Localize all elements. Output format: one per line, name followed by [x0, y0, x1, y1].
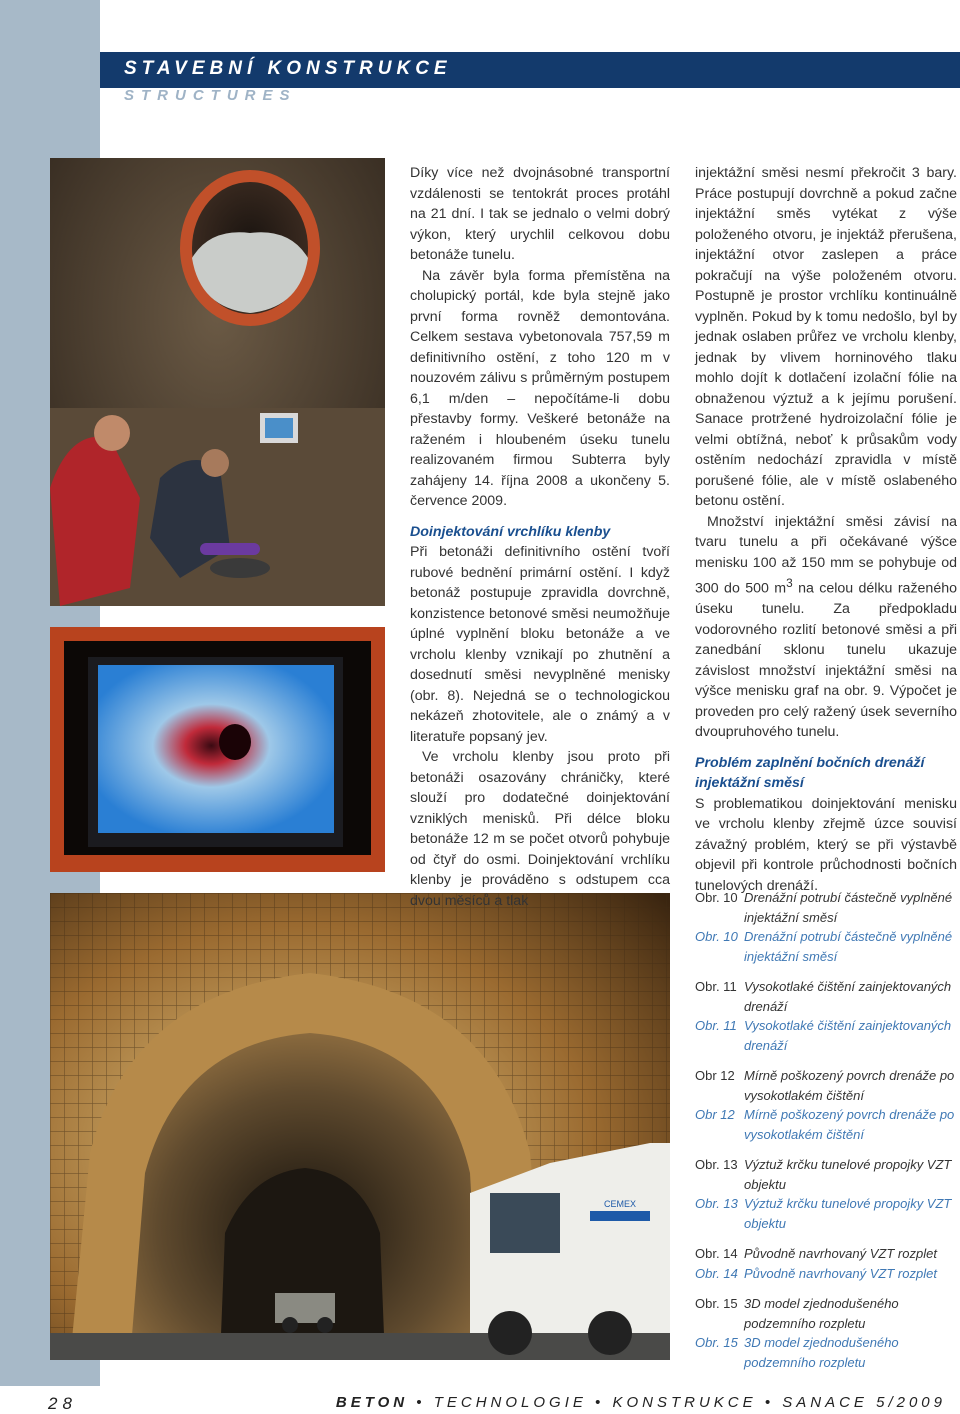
caption-cz [695, 1244, 957, 1264]
caption-number: Obr. 11 [695, 1018, 737, 1033]
subheading: Doinjektování vrchlíku klenby [410, 523, 611, 540]
caption-en [695, 1333, 957, 1372]
subheading: Problém zaplnění bočních drenáží injektážní směsí [695, 754, 925, 792]
journal-part: KONSTRUKCE [612, 1394, 757, 1411]
caption-number: Obr. 13 [695, 1157, 738, 1172]
caption-text: Výztuž krčku tunelové propojky VZT objektu [744, 1196, 952, 1231]
photo-pipe-camera-monitor [50, 627, 385, 872]
caption-number: Obr. 10 [695, 890, 738, 905]
caption-en [695, 1194, 957, 1233]
caption-text: 3D model zjednodušeného podzemního rozpletu [744, 1335, 899, 1370]
article-column-middle [410, 163, 670, 911]
caption-text: Původně navrhovaný VZT rozplet [744, 1265, 937, 1281]
caption-text: Původně navrhovaný VZT rozplet [744, 1246, 937, 1261]
caption-text: 3D model zjednodušeného podzemního rozpletu [744, 1296, 899, 1331]
superscript: 3 [786, 576, 793, 590]
caption-group [695, 1066, 957, 1144]
separator [868, 1394, 876, 1411]
caption-number: Obr. 11 [695, 979, 737, 994]
issue-number: 5/2009 [876, 1394, 946, 1411]
figure-captions [695, 888, 957, 1383]
caption-cz [695, 1294, 957, 1333]
caption-text: Drenážní potrubí částečně vyplněné injektážní směsí [744, 890, 953, 925]
caption-number: Obr. 13 [695, 1196, 738, 1211]
text-run: Množství injektážní směsi závisí na tvaru tunelu a při očekávané výšce menisku 100 až 150 mm se pohybuje od 300 do 500 m [695, 513, 957, 597]
caption-group [695, 1294, 957, 1372]
caption-text: Vysokotlaké čištění zainjektovaných drenáží [744, 1018, 952, 1053]
photo-drainage-pipe-workers [50, 158, 385, 606]
separator: • [756, 1394, 783, 1411]
caption-en [695, 1105, 957, 1144]
paragraph: Při betonáži definitivního ostění tvoří rubové bednění primární ostění. I když betonáž postupuje zpravidla dovrchně, konzistence betonové směsi neumožňuje úplné vyplnění bloku betonáže a ve vrcholu klenby vznikají po zhutnění a dosednutí směsi nevyplněné menisky (obr. 8). Nejedná se o technologickou nekázeň zhotovitele, ale o známý a v literatuře popsaný jev. [410, 544, 670, 745]
caption-cz [695, 1155, 957, 1194]
paragraph: S problematikou doinjektování menisku ve vrcholu klenby zřejmě úzce souvisí závažný problém, který se při výstavbě objevil při kontrole průchodnosti bočních tunelových drenáží. [695, 795, 957, 894]
caption-cz [695, 977, 957, 1016]
caption-text: Výztuž krčku tunelové propojky VZT objektu [744, 1157, 952, 1192]
truck-label: CEMEX [603, 1199, 637, 1209]
caption-number: Obr. 14 [695, 1265, 738, 1281]
section-subtitle: STRUCTURES [124, 87, 297, 104]
caption-number: Obr 12 [695, 1107, 735, 1122]
journal-part: SANACE [782, 1394, 868, 1411]
paragraph: Ve vrcholu klenby jsou proto při betonáži osazovány chráničky, které slouží pro dodatečné doinjektování vzniklých menisků. Při délce bloku betonáže 12 m se počet otvorů pohybuje od čtyř do osmi. Doinjektování vrchlíku klenby je prováděno s odstupem cca dvou měsíců a tlak [410, 749, 670, 909]
separator: • [586, 1394, 613, 1411]
caption-text: Mírně poškozený povrch drenáže po vysokotlakém čištění [744, 1107, 955, 1142]
text-run: na celou délku raženého úseku tunelu. Za předpokladu vodorovného rozlití betonové směsi a při zanedbání sklonu tunelu ukazuje závislost množství injektážní směsi na výšce menisku graf na obr. 9. Výpočet je proveden pro celý ražený úsek severního dvoupruhového tunelu. [695, 580, 957, 741]
paragraph: Díky více než dvojnásobné transportní vzdálenosti se tentokrát proces protáhl na 21 dní. I tak se jednalo o velmi dobrý výkon, který urychlil celkovou dobu betonáže tunelu. [410, 165, 670, 263]
caption-text: Drenážní potrubí částečně vyplněné injektážní směsí [744, 929, 953, 964]
caption-number: Obr. 15 [695, 1296, 738, 1311]
photo-tunnel-concrete-truck [50, 893, 670, 1360]
caption-text: Mírně poškozený povrch drenáže po vysokotlakém čištění [744, 1068, 955, 1103]
caption-group [695, 888, 957, 966]
caption-text: Vysokotlaké čištění zainjektovaných drenáží [744, 979, 952, 1014]
page-number: 28 [48, 1394, 77, 1413]
caption-number: Obr. 10 [695, 929, 738, 944]
caption-number: Obr. 15 [695, 1335, 738, 1350]
paragraph: injektážní směsi nesmí překročit 3 bary. Práce postupují dovrchně a pokud začne injektážní směs vytékat z výše položeného otvoru, je injektáž přerušena, injektážní otvor zaslepen a práce pokračují na výše položeném otvoru. Postupně je prostor vrchlíku kontinuálně vyplněn. Pokud by k tomu nedošlo, byl by jednak oslaben průřez ve vrcholu klenby, jednak by vlivem horninového tlaku mohlo dojít k dotlačení izolační fólie na obnaženou výztuž a k jejímu porušení. Sanace protržené hydroizolační fólie je velmi obtížná, neboť k průsakům vody ostěním nedochází zpravidla v místě porušené fólie, ale v místě oslabeného betonu ostění. [695, 165, 957, 509]
caption-number: Obr. 14 [695, 1246, 738, 1261]
caption-en [695, 1264, 957, 1284]
caption-en [695, 1016, 957, 1055]
caption-number: Obr 12 [695, 1068, 735, 1083]
journal-footer [336, 1394, 946, 1411]
article-column-right [695, 163, 957, 896]
caption-group [695, 977, 957, 1055]
paragraph [695, 512, 957, 743]
caption-cz [695, 1066, 957, 1105]
caption-group [695, 1155, 957, 1233]
caption-cz [695, 888, 957, 927]
caption-group [695, 1244, 957, 1283]
journal-brand: BETON [335, 1394, 409, 1411]
caption-en [695, 927, 957, 966]
separator: • [408, 1394, 434, 1411]
section-title: STAVEBNÍ KONSTRUKCE [124, 58, 452, 79]
journal-part: TECHNOLOGIE [433, 1394, 587, 1411]
paragraph: Na závěr byla forma přemístěna na cholupický portál, kde byla stejně jako první forma rovněž demontována. Celkem sestava vybetonovala 757,59 m definitivního ostění, z toho 120 m v nouzovém zálivu s průměrným postupem 6,1 m/den – nepočítáme-li dobu přestavby formy. Veškeré betonáže na raženém i hloubeném úseku tunelu realizovaném firmou Subterra byly zahájeny 14. října 2008 a ukončeny 5. července 2009. [410, 267, 670, 509]
